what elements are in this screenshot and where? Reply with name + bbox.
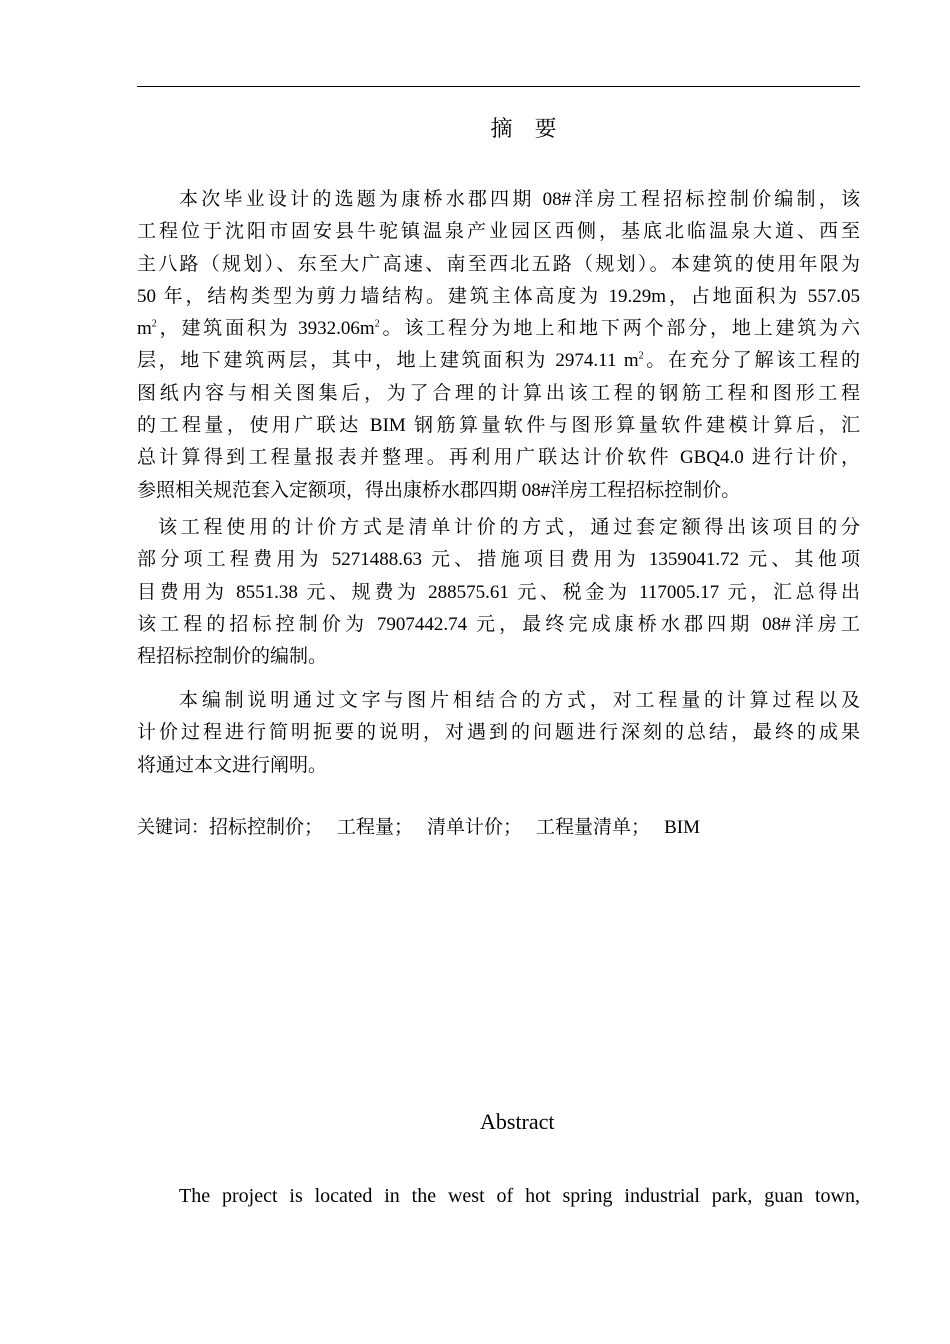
- text-line: 50 年，结构类型为剪力墙结构。建筑主体高度为 19.29m，占地面积为 557.05: [137, 285, 860, 307]
- text-line: 部分项工程费用为 5271488.63 元、措施项目费用为 1359041.72 元、其他项: [137, 549, 860, 571]
- text-line: 工程位于沈阳市固安县牛驼镇温泉产业园区西侧，基底北临温泉大道、西至: [137, 221, 860, 243]
- keywords: [137, 812, 700, 839]
- text-line: 目费用为 8551.38 元、规费为 288575.61 元、税金为 117005.17 元，汇总得出: [137, 581, 860, 603]
- page-title: 摘 要: [490, 117, 557, 142]
- keyword: 清单计价；: [427, 817, 523, 838]
- keyword: 工程量；: [337, 817, 414, 838]
- text-line: 主八路（规划）、东至大广高速、南至西北五路（规划）。本建筑的使用年限为: [137, 253, 860, 275]
- abstract-paragraph-1: [137, 184, 860, 507]
- header-rule: [137, 86, 860, 87]
- text-line: [137, 345, 860, 377]
- superscript: 2: [638, 351, 644, 363]
- text-fragment: ，建筑面积为 3932.06m: [156, 318, 375, 340]
- text-line: 参照相关规范套入定额项，得出康桥水郡四期 08#洋房工程招标控制价。: [137, 479, 741, 501]
- text-line: The project is located in the west of hot spring industrial park, guan town,: [179, 1185, 860, 1207]
- keyword: 招标控制价；: [209, 817, 324, 838]
- text-fragment: m: [137, 318, 152, 340]
- abstract-en-body: [137, 1180, 860, 1212]
- text-line: 图纸内容与相关图集后，为了合理的计算出该工程的钢筋工程和图形工程: [137, 382, 860, 404]
- text-line: 总计算得到工程量报表并整理。再利用广联达计价软件 GBQ4.0 进行计价，: [137, 447, 860, 469]
- keyword: BIM: [664, 817, 700, 838]
- text-line: 计价过程进行简明扼要的说明，对遇到的问题进行深刻的总结，最终的成果: [137, 722, 860, 744]
- keywords-label: 关键词：: [137, 817, 209, 838]
- abstract-en-title: Abstract: [480, 1109, 555, 1134]
- text-fragment: 层，地下建筑两层，其中，地上建筑面积为 2974.11 m: [137, 350, 639, 372]
- text-line: [137, 313, 860, 345]
- text-line: 该工程的招标控制价为 7907442.74 元，最终完成康桥水郡四期 08#洋房工: [137, 613, 860, 635]
- keyword: 工程量清单；: [536, 817, 651, 838]
- text-fragment: 。该工程分为地上和地下两个部分，地上建筑为六: [379, 318, 860, 340]
- text-line: 该工程使用的计价方式是清单计价的方式，通过套定额得出该项目的分: [158, 517, 860, 538]
- superscript: 2: [374, 318, 380, 330]
- text-line: 将通过本文进行阐明。: [137, 754, 328, 776]
- text-line: 本次毕业设计的选题为康桥水郡四期 08#洋房工程招标控制价编制，该: [179, 189, 860, 210]
- text-line: 本编制说明通过文字与图片相结合的方式，对工程量的计算过程以及: [179, 690, 860, 711]
- text-fragment: 。在充分了解该工程的: [643, 350, 860, 372]
- text-line: 程招标控制价的编制。: [137, 646, 328, 668]
- superscript: 2: [151, 318, 157, 330]
- abstract-paragraph-3: [137, 685, 860, 782]
- abstract-paragraph-2: [137, 512, 860, 673]
- text-line: 的工程量，使用广联达 BIM 钢筋算量软件与图形算量软件建模计算后，汇: [137, 415, 860, 437]
